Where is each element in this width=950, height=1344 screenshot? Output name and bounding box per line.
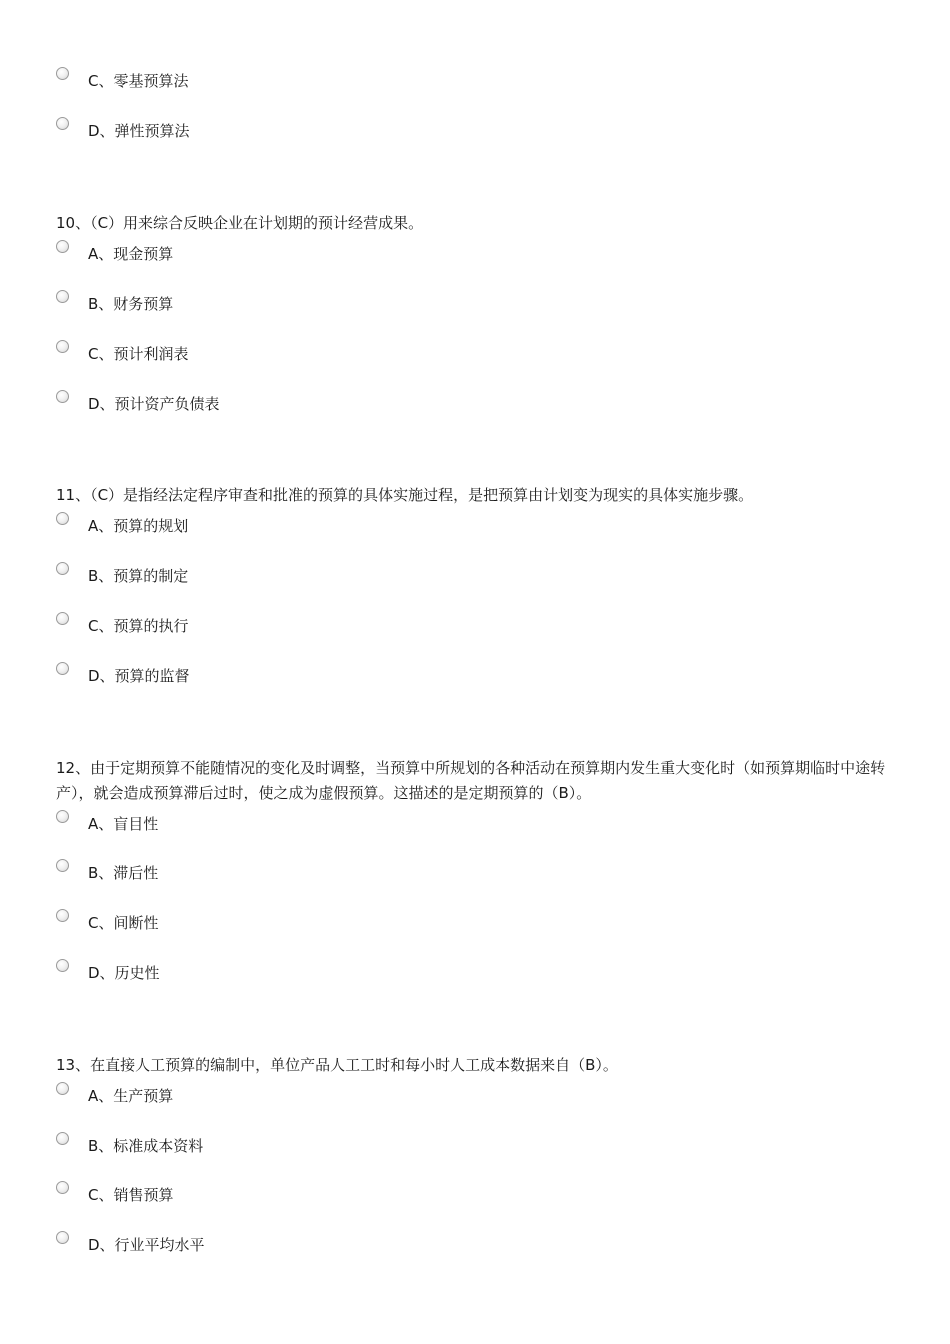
option-label: B、滞后性 (88, 864, 159, 882)
radio-button[interactable] (56, 117, 69, 130)
option-label: C、零基预算法 (88, 72, 189, 90)
q12-option-a[interactable] (56, 810, 656, 840)
q10-option-a[interactable] (56, 240, 656, 270)
radio-button[interactable] (56, 662, 69, 675)
radio-button[interactable] (56, 562, 69, 575)
radio-button[interactable] (56, 390, 69, 403)
q11-option-c[interactable] (56, 612, 656, 642)
question-10-text: 10、（C）用来综合反映企业在计划期的预计经营成果。 (56, 214, 424, 232)
option-label: B、标准成本资料 (88, 1137, 204, 1155)
radio-button[interactable] (56, 810, 69, 823)
radio-button[interactable] (56, 1181, 69, 1194)
question-11-text: 11、（C）是指经法定程序审查和批准的预算的具体实施过程，是把预算由计划变为现实的具体实施步骤。 (56, 486, 754, 504)
option-label: D、弹性预算法 (88, 122, 190, 140)
option-label: C、预计利润表 (88, 345, 189, 363)
q9-option-d[interactable] (56, 117, 656, 147)
q13-option-b[interactable] (56, 1132, 656, 1162)
option-label: A、预算的规划 (88, 517, 189, 535)
radio-button[interactable] (56, 859, 69, 872)
option-label: C、间断性 (88, 914, 159, 932)
radio-button[interactable] (56, 512, 69, 525)
q10-option-b[interactable] (56, 290, 656, 320)
radio-button[interactable] (56, 909, 69, 922)
q11-option-b[interactable] (56, 562, 656, 592)
q10-option-c[interactable] (56, 340, 656, 370)
radio-button[interactable] (56, 240, 69, 253)
option-label: A、生产预算 (88, 1087, 174, 1105)
q11-option-a[interactable] (56, 512, 656, 542)
option-label: D、行业平均水平 (88, 1236, 205, 1254)
q9-option-c[interactable] (56, 67, 656, 97)
option-label: A、盲目性 (88, 815, 159, 833)
radio-button[interactable] (56, 1231, 69, 1244)
option-label: D、预算的监督 (88, 667, 190, 685)
option-label: D、历史性 (88, 964, 160, 982)
q12-option-c[interactable] (56, 909, 656, 939)
q12-option-b[interactable] (56, 859, 656, 889)
option-label: C、销售预算 (88, 1186, 174, 1204)
option-label: B、财务预算 (88, 295, 174, 313)
q12-option-d[interactable] (56, 959, 656, 989)
question-13-text: 13、在直接人工预算的编制中，单位产品人工工时和每小时人工成本数据来自（B）。 (56, 1056, 618, 1074)
radio-button[interactable] (56, 340, 69, 353)
option-label: B、预算的制定 (88, 567, 189, 585)
radio-button[interactable] (56, 959, 69, 972)
radio-button[interactable] (56, 1132, 69, 1145)
question-12-text: 12、由于定期预算不能随情况的变化及时调整，当预算中所规划的各种活动在预算期内发生重大变化时（如预算期临时中途转产），就会造成预算滞后过时，使之成为虚假预算。这描述的是定期预算的（B）。 (56, 759, 886, 802)
q13-option-a[interactable] (56, 1082, 656, 1112)
q13-option-c[interactable] (56, 1181, 656, 1211)
q13-option-d[interactable] (56, 1231, 656, 1261)
option-label: D、预计资产负债表 (88, 395, 220, 413)
option-label: A、现金预算 (88, 245, 174, 263)
q10-option-d[interactable] (56, 390, 656, 420)
radio-button[interactable] (56, 67, 69, 80)
radio-button[interactable] (56, 290, 69, 303)
q11-option-d[interactable] (56, 662, 656, 692)
radio-button[interactable] (56, 1082, 69, 1095)
option-label: C、预算的执行 (88, 617, 189, 635)
radio-button[interactable] (56, 612, 69, 625)
